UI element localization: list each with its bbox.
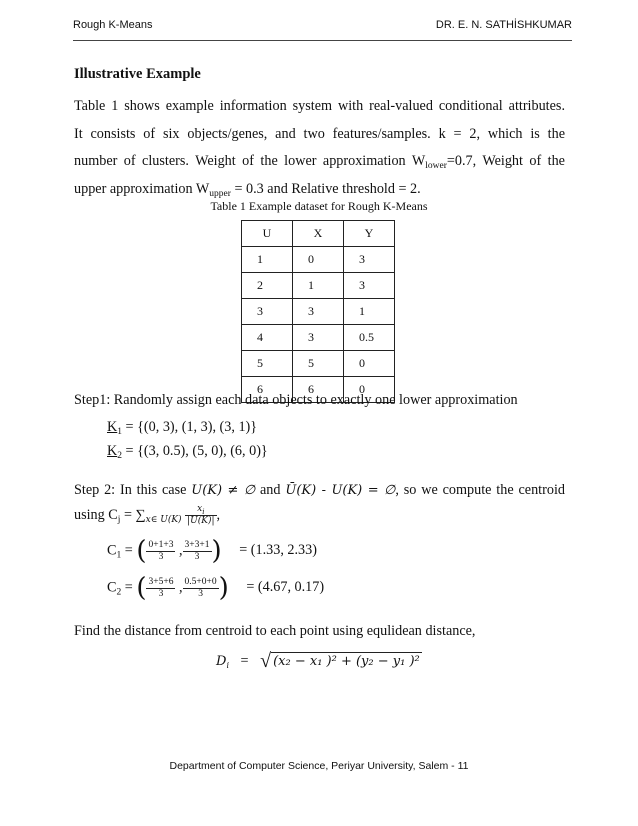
page-footer: Department of Computer Science, Periyar University, Salem - 11 xyxy=(169,760,469,772)
table-row xyxy=(242,325,395,351)
table-caption: Table 1 Example dataset for Rough K-Means xyxy=(210,199,428,213)
centroid-c2: $C_2$ = ( $\frac{3+5+6}{3}$ , $\frac{0.5+0+0}{3}$ ) = (4.67, 0.17) xyxy=(107,573,325,603)
intro-line-3: number of clusters. Weight of the lower approximation $W_{lower}=0.7$, Weight of the xyxy=(74,153,565,172)
table-cell: 0 xyxy=(344,377,395,403)
table-row xyxy=(242,273,395,299)
table-cell: 6 xyxy=(242,377,293,403)
table-row xyxy=(242,299,395,325)
table-cell: 1 xyxy=(293,273,344,299)
header-rule xyxy=(73,40,572,41)
table-cell: 0 xyxy=(293,247,344,273)
sqrt-symbol: √ xyxy=(260,650,272,672)
table-cell: 1 xyxy=(344,299,395,325)
table-header-row xyxy=(242,221,395,247)
table-cell: 3 xyxy=(293,325,344,351)
table-cell: 4 xyxy=(242,325,293,351)
table-cell: 3 xyxy=(242,299,293,325)
centroid-c1: $C_1$ = ( $\frac{0+1+3}{3}$ , $\frac{3+3+1}{3}$ ) = (1.33, 2.33) xyxy=(107,536,317,566)
distance-formula: $D_i$ = √ (x₂ − x₁ )² + (y₂ − y₁ )² xyxy=(216,650,420,672)
k2-set: $K_2 = \{(3$, 0.5), (5, 0), (6, 0)} xyxy=(107,443,268,461)
table-header-cell: X xyxy=(293,221,344,247)
table-cell: 3 xyxy=(293,299,344,325)
table-cell: 3 xyxy=(344,247,395,273)
table-header-cell: Y xyxy=(344,221,395,247)
section-heading: Illustrative Example xyxy=(74,66,201,82)
table-cell: 3 xyxy=(344,273,395,299)
k1-set: $K_1 = \{(0$, 3), (1, 3), (3, 1)} xyxy=(107,419,258,437)
step1-text: Step1: Randomly assign each data objects to exactly one lower approximation xyxy=(74,392,518,408)
table-cell: 5 xyxy=(242,351,293,377)
boundary-expr: Ū(K) - U(K) = ∅ xyxy=(285,483,396,498)
sum-symbol: ∑ xyxy=(135,506,146,523)
lower-approx-expr: U(K) ≠ ∅ xyxy=(191,483,256,498)
step2-text: Step 2: In this case U(K) ≠ ∅ and Ū(K) - U(K) = ∅, so we compute the centroid xyxy=(74,482,565,498)
centroid-fraction: $\frac{x_i}{|U(K)|}$ xyxy=(187,504,215,526)
table-row xyxy=(242,351,395,377)
table-cell: 6 xyxy=(293,377,344,403)
intro-line-1: Table 1 shows example information system with real-valued conditional attributes. xyxy=(74,98,565,114)
distance-text: Find the distance from centroid to each point using equlidean distance, xyxy=(74,623,476,639)
table-header-cell: U xyxy=(242,221,293,247)
table-cell: 0.5 xyxy=(344,325,395,351)
table-cell: 1 xyxy=(242,247,293,273)
table-cell: 2 xyxy=(242,273,293,299)
header-left-title: Rough K-Means xyxy=(73,19,153,31)
intro-line-4: upper approximation $W_{upper} = 0.3$ and Relative threshold = 2. xyxy=(74,180,421,199)
intro-line-2: It consists of six objects/genes, and two features/samples. k = 2, which is the xyxy=(74,125,565,142)
header-right-author: DR. E. N. SATHİSHKUMAR xyxy=(435,19,572,31)
table-cell: 5 xyxy=(293,351,344,377)
intro-paragraph xyxy=(74,93,565,203)
dataset-table xyxy=(241,220,395,403)
table-row xyxy=(242,247,395,273)
centroid-formula: using $C_j = \sum_{x\in U(K)}$ $\frac{x_i}{|U(K)|}$ , xyxy=(74,504,221,526)
table-cell: 0 xyxy=(344,351,395,377)
